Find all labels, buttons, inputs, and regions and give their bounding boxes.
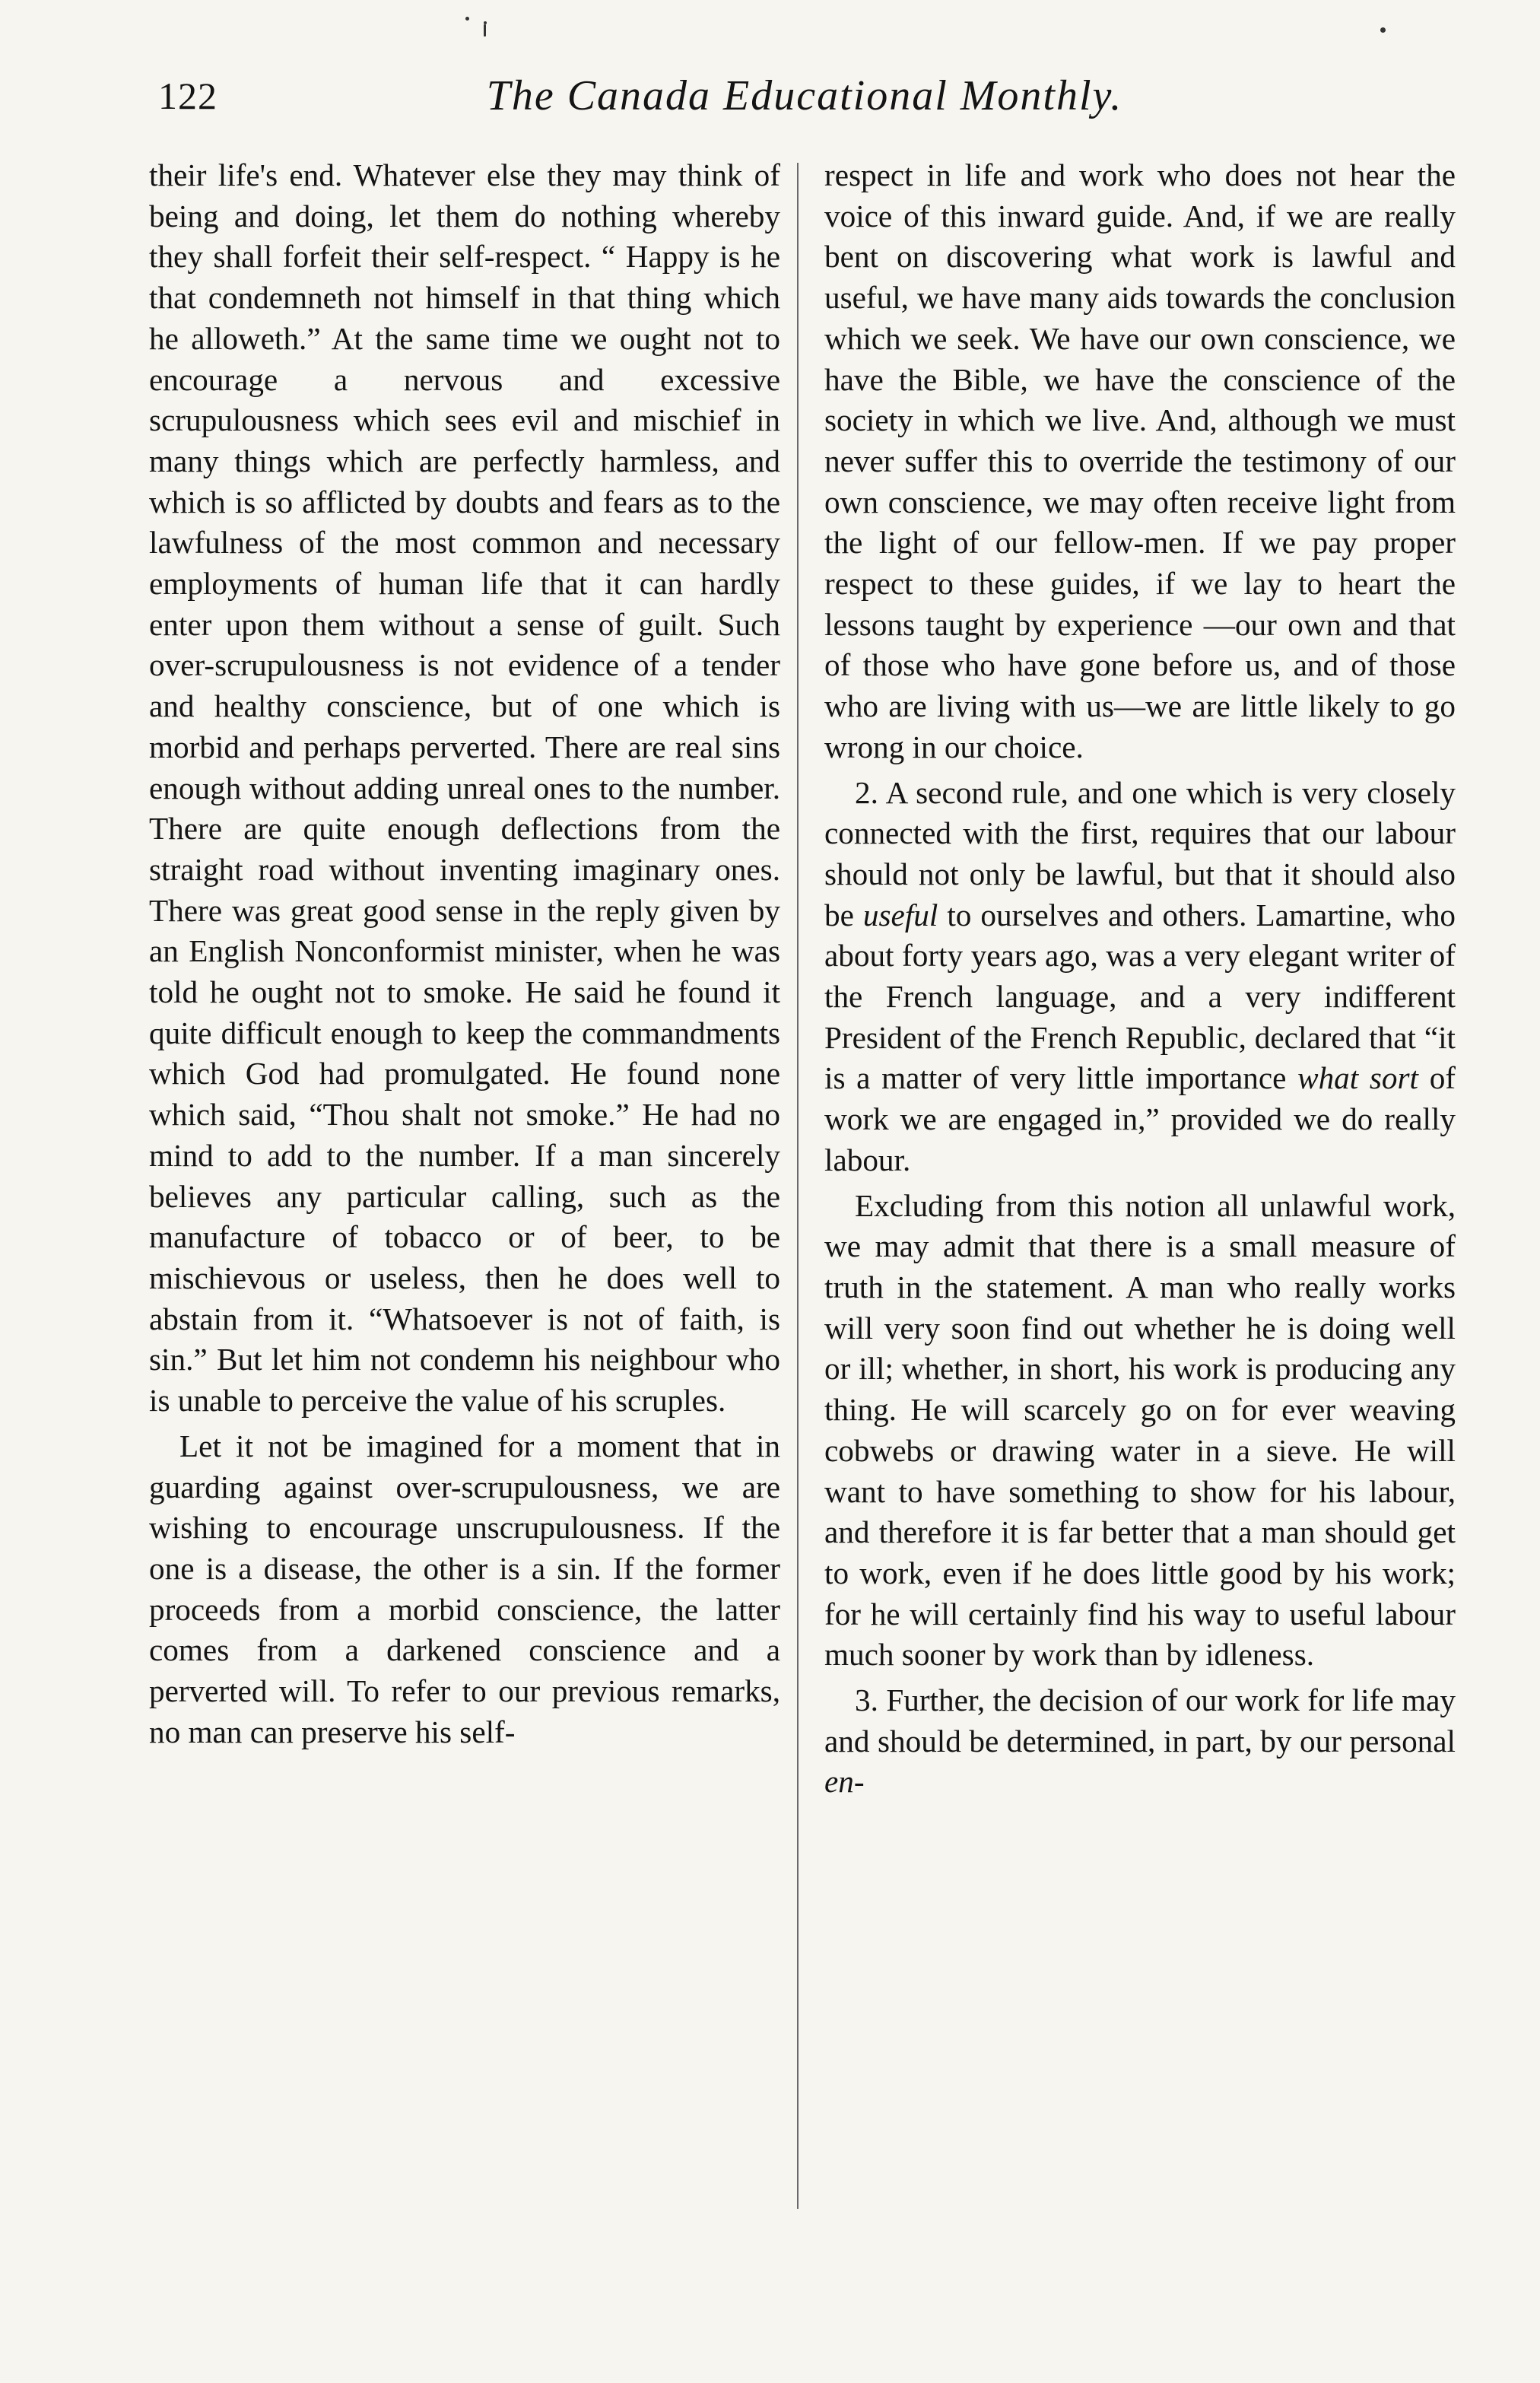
right-paragraph-1: respect in life and work who does not hear the voice of this inward guide. And, if we are really bent on discovering what work is lawful and useful, we have many aids towards the conclusion which we seek. We have our own conscience, we have the Bible, we have the conscience of the society in which we live. And, although we must never suffer this to override the testimony of our own conscience, we may often receive light from the light of our fellow-men. If we pay proper respect to these guides, if we lay to heart the lessons taught by experience —our own and that of those who have gone before us, and of those who are living with us—we are little likely to go wrong in our choice. [824,157,1456,764]
emphasis-en: en- [824,1764,865,1800]
journal-title: The Canada Educational Monthly. [486,72,1123,119]
emphasis-useful: useful [862,897,938,933]
text-run: to ourselves and others. Lamartine, who about forty years ago, was a very elegant writer of the French language, and a very indifferent President of the French Republic, declared that “it is a matter of very little importance [824,897,1456,1096]
left-paragraph-1: their life's end. Whatever else they may think of being and doing, let them do nothing whereby they shall forfeit their self-respect. “ Happy is he that condemneth not himself in that thing which he alloweth.” At the same time we ought not to encourage a nervous and excessive scrupulousness which sees evil and mischief in many things which are perfectly harmless, and which is so afflicted by doubts and fears as to the lawfulness of the most common and necessary employments of human life that it can hardly enter upon them without a sense of guilt. Such over-scrupulousness is not evidence of a tender and healthy conscience, but of one which is morbid and perhaps perverted. There are real sins enough without adding unreal ones to the number. There are quite enough deflections from the straight road without inventing imaginary ones. There was great good sense in the reply given by an English Nonconformist minister, when he was told he ought not to smoke. He said he found it quite difficult enough to keep the commandments which God had promulgated. He found none which said, “Thou shalt not smoke.” He had no mind to add to the number. If a man sincerely believes any particular calling, such as the manufacture of tobacco or of beer, to be mischievous or useless, then he does well to abstain from it. “Whatsoever is not of faith, is sin.” But let him not condemn his neighbour who is unable to perceive the value of his scruples. [149,157,780,1419]
left-paragraph-2: Let it not be imagined for a moment that in guarding against over-scrupulousness, we are wishing to encourage unscrupulousness. If the one is a disease, the other is a sin. If the former proceeds from a morbid conscience, the latter comes from a darkened conscience and a perverted will. To refer to our previous remarks, no man can preserve his self- [149,1428,780,1749]
page-number: 122 [158,75,218,117]
print-speck [465,17,469,21]
text-run: of work we are engaged in,” provided we do really labour. [824,1060,1456,1177]
right-paragraph-2 [824,773,1456,1181]
running-head [158,65,1405,126]
right-column [824,155,1456,1803]
print-speck [484,24,486,37]
text-run: 3. Further, the decision of our work for life may and should be determined, in part, by our personal [824,1682,1456,1759]
text-run: 2. A second rule, and one which is very closely connected with the first, requires that our labour should not only be lawful, but that it should also be [824,774,1456,933]
right-paragraph-4 [824,1680,1456,1803]
left-column [149,155,780,1752]
print-speck [1380,27,1386,33]
column-divider [797,163,799,2209]
right-paragraph-3: Excluding from this notion all unlawful work, we may admit that there is a small measure of truth in the statement. A man who really works will very soon find out whether he is doing well or ill; whether, in short, his work is producing any thing. He will scarcely go on for ever weaving cobwebs or drawing water in a sieve. He will want to have something to show for his labour, and therefore it is far better that a man should get to work, even if he does little good by his work; for he will certainly find his way to useful labour much sooner by work than by idleness. [824,1187,1456,1673]
emphasis-what-sort: what sort [1297,1060,1418,1096]
